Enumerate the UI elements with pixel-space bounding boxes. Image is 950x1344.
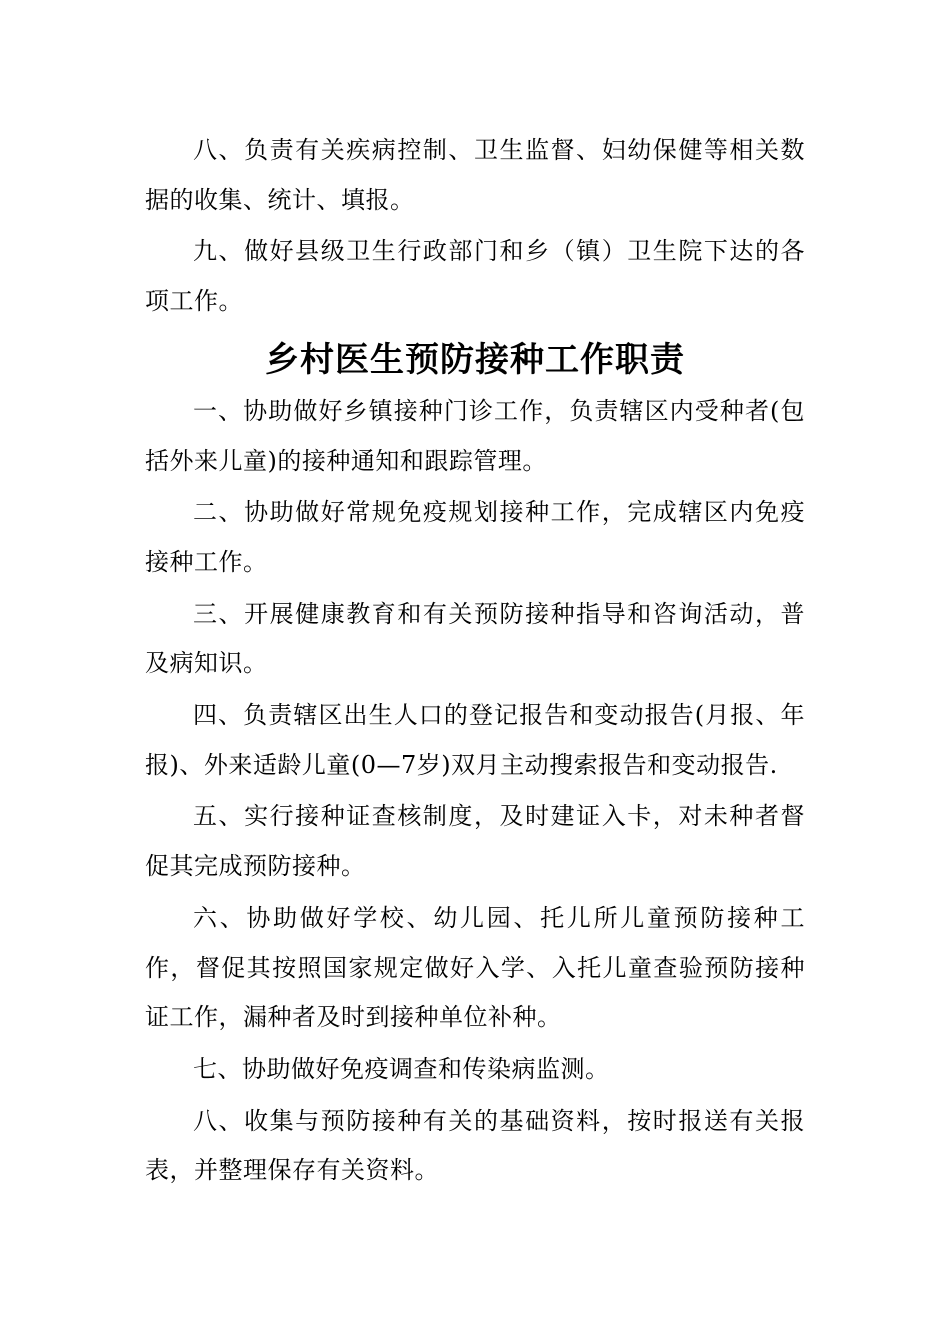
paragraph-prev-8: 八、负责有关疾病控制、卫生监督、妇幼保健等相关数据的收集、统计、填报。 (145, 136, 805, 214)
paragraph-duty-2: 二、协助做好常规免疫规划接种工作，完成辖区内免疫接种工作。 (145, 498, 805, 576)
document-body (145, 126, 805, 1198)
paragraph-duty-7: 七、协助做好免疫调查和传染病监测。 (193, 1054, 610, 1083)
paragraph-duty-4: 四、负责辖区出生人口的登记报告和变动报告(月报、年报)、外来适龄儿童(0—7岁)双月主动搜索报告和变动报告. (145, 701, 805, 779)
section-title: 乡村医生预防接种工作职责 (265, 339, 685, 380)
paragraph-duty-6: 六、协助做好学校、幼儿园、托儿所儿童预防接种工作，督促其按照国家规定做好入学、入托儿童查验预防接种证工作，漏种者及时到接种单位补种。 (145, 903, 805, 1032)
paragraph-duty-8: 八、收集与预防接种有关的基础资料，按时报送有关报表，并整理保存有关资料。 (145, 1106, 805, 1185)
paragraph-duty-3: 三、开展健康教育和有关预防接种指导和咨询活动，普及病知识。 (145, 599, 805, 678)
paragraph-duty-5: 五、实行接种证查核制度，及时建证入卡，对未种者督促其完成预防接种。 (145, 802, 805, 881)
paragraph-prev-9: 九、做好县级卫生行政部门和乡（镇）卫生院下达的各项工作。 (145, 237, 805, 316)
paragraph-duty-1: 一、协助做好乡镇接种门诊工作，负责辖区内受种者(包括外来儿童)的接种通知和跟踪管理。 (145, 396, 805, 475)
